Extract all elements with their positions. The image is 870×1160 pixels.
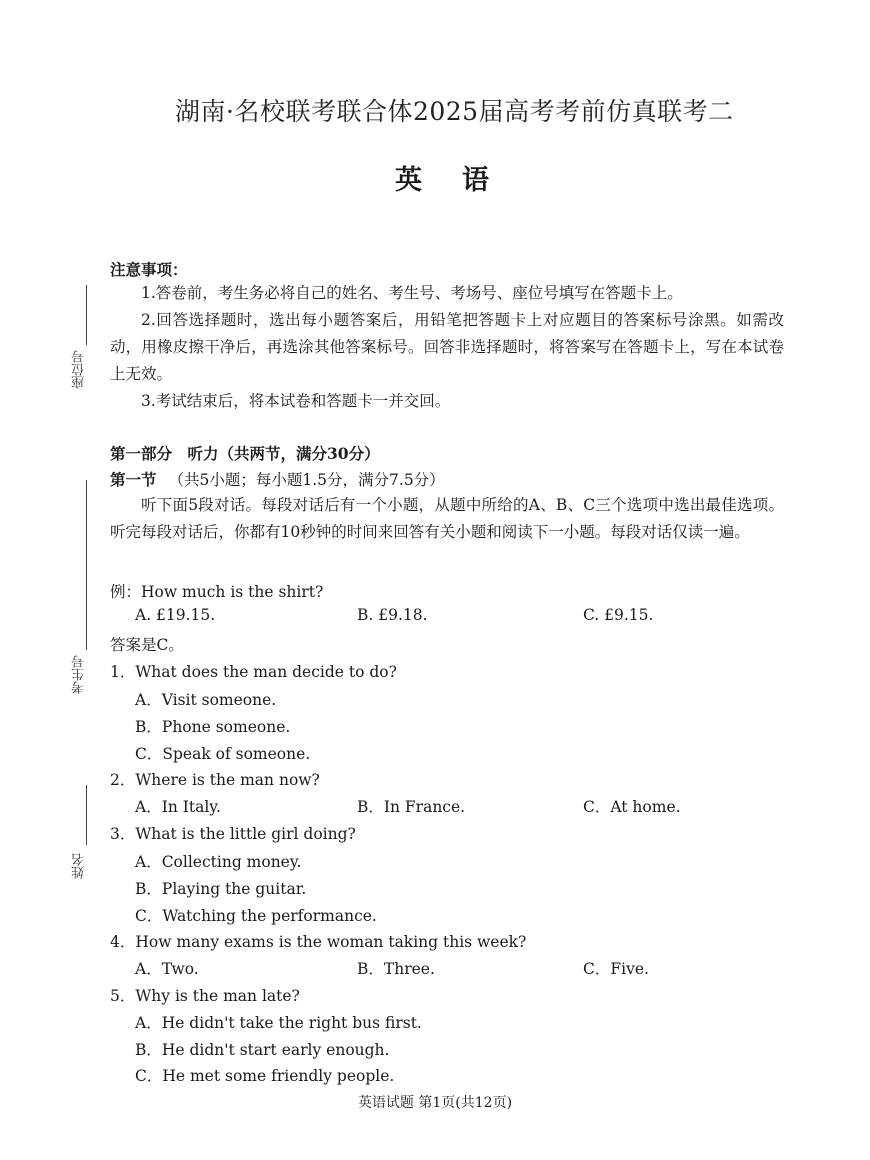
question-3-option-b: B．Playing the guitar.	[135, 880, 307, 898]
question-5-stem: 5．Why is the man late?	[110, 987, 300, 1005]
seat-line	[86, 285, 87, 345]
candidate-line	[86, 480, 87, 650]
question-4-stem: 4．How many exams is the woman taking this week?	[110, 933, 527, 951]
candidate-label: 考生号	[72, 655, 87, 694]
part1-title: 第一部分 听力（共两节，满分30分）	[110, 444, 380, 463]
question-3-option-a: A．Collecting money.	[135, 853, 302, 871]
example-option-a: A. £19.15.	[135, 606, 216, 624]
notice-item-1: 1.答卷前，考生务必将自己的姓名、考生号、考场号、座位号填写在答题卡上。	[141, 284, 683, 302]
seat-label: 座位号	[72, 350, 87, 389]
notice-heading: 注意事项：	[110, 260, 188, 279]
question-2-stem: 2．Where is the man now?	[110, 771, 320, 789]
section1-info: （共5小题；每小题1.5分，满分7.5分）	[168, 471, 445, 489]
question-3-option-c: C．Watching the performance.	[135, 907, 377, 925]
section1-title: 第一节	[110, 470, 157, 489]
question-1-option-c: C．Speak of someone.	[135, 745, 311, 763]
section1-header	[110, 466, 445, 494]
notice-item-3: 3.考试结束后，将本试卷和答题卡一并交回。	[141, 392, 451, 410]
notice-item-2: 2.回答选择题时，选出每小题答案后，用铅笔把答题卡上对应题目的答案标号涂黑。如需改动，用橡皮擦干净后，再选涂其他答案标号。回答非选择题时，将答案写在答题卡上，写在本试卷上无效。	[110, 311, 784, 383]
question-4-option-b: B．Three.	[357, 960, 435, 978]
name-label: 姓名	[72, 853, 87, 879]
example-option-b: B. £9.18.	[357, 606, 428, 624]
question-4-option-a: A．Two.	[135, 960, 199, 978]
exam-title: 湖南·名校联考联合体2025届高考考前仿真联考二	[175, 97, 734, 126]
subject-title: 英语	[395, 165, 529, 196]
question-1-option-a: A．Visit someone.	[135, 691, 277, 709]
example-answer: 答案是C。	[110, 636, 184, 654]
name-line	[86, 785, 87, 845]
question-5-option-b: B．He didn't start early enough.	[135, 1041, 390, 1059]
page-footer: 英语试题 第1页(共12页)	[357, 1095, 513, 1111]
question-4-option-c: C．Five.	[583, 960, 649, 978]
listening-instructions: 听下面5段对话。每段对话后有一个小题，从题中所给的A、B、C三个选项中选出最佳选项。听完每段对话后，你都有10秒钟的时间来回答有关小题和阅读下一小题。每段对话仅读一遍。	[110, 496, 784, 541]
example-question: 例：How much is the shirt?	[110, 583, 324, 601]
question-2-option-c: C．At home.	[583, 798, 681, 816]
question-2-option-b: B．In France.	[357, 798, 466, 816]
example-option-c: C. £9.15.	[583, 606, 654, 624]
question-1-option-b: B．Phone someone.	[135, 718, 291, 736]
question-5-option-c: C．He met some friendly people.	[135, 1067, 395, 1085]
question-3-stem: 3．What is the little girl doing?	[110, 825, 356, 843]
question-2-option-a: A．In Italy.	[135, 798, 221, 816]
question-5-option-a: A．He didn't take the right bus first.	[135, 1014, 422, 1032]
question-1-stem: 1．What does the man decide to do?	[110, 663, 397, 681]
